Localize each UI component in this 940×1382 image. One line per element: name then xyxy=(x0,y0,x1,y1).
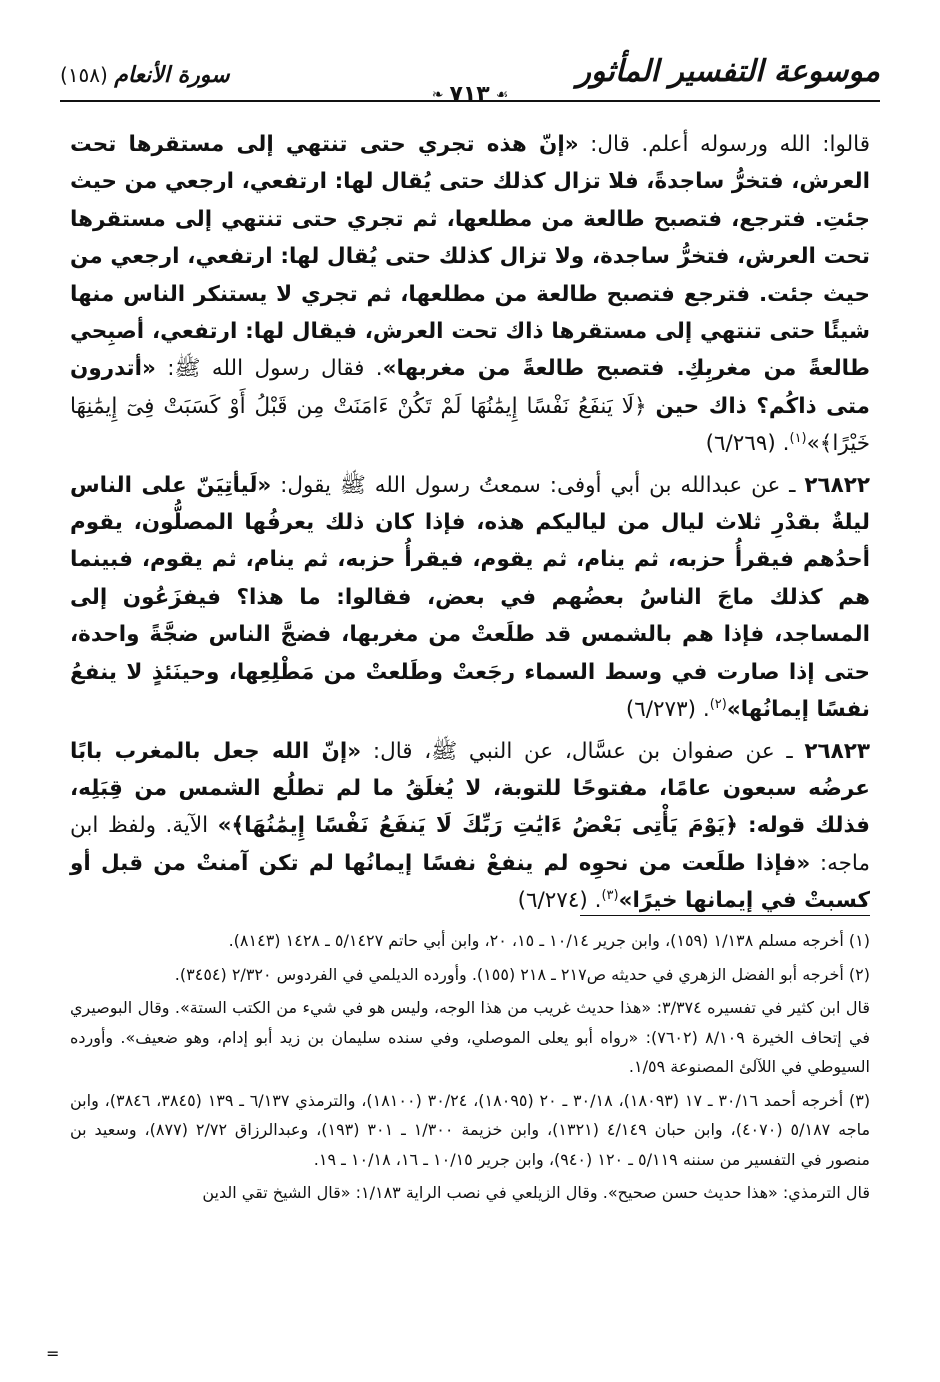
footnote-3: (٣) أخرجه أحمد ٣٠/١٦ ـ ١٧ (١٨٠٩٣)، ٣٠/١٨ ـ ٢٠ (١٨٠٩٥)، ٣٠/٢٤ (١٨١٠٠)، والترمذي ٦/١٣٧ ـ ١٣٩ (٣٨٤٥، ٣٨٤٦)، وابن ماجه ٥/١٨٧ (٤٠٧٠)، وابن حبان ٤/١٤٩ (١٣٢١)، وابن خزيمة ١/٣٠٠ ـ ٣٠١ (١٩٣)، وعبدالرزاق ٢/٧٢ (٨٧٧)، وسعيد بن منصور في التفسير من سننه ٥/١١٩ ـ ١٢٠ (٩٤٠)، وابن جرير ١٠/١٥ ـ ١٦، ١٠/١٨ ـ ١٩. xyxy=(70,1090,871,1169)
p2-reference: (٦/٢٧٣) xyxy=(625,697,697,723)
p3-quote: «إنّ الله جعل بالمغرب بابًا عرضُه سبعون عامًا، مفتوحًا للتوبة، لا يُغلَقُ ما لم تطلُع الشمس من قِبَلِه، فذلك قوله: ﴿يَوْمَ يَأْتِى بَعْضُ ءَايَٰتِ رَبِّكَ لَا يَنفَعُ نَفْسًا إِيمَٰنُهَا﴾» xyxy=(70,738,871,839)
surah-name: سورة الأنعام xyxy=(114,63,230,88)
footnote-mark-1: (١) xyxy=(789,431,807,447)
page-number-block xyxy=(400,82,540,108)
paragraph-3: ٢٦٨٢٣ ـ عن صفوان بن عسَّال، عن النبي ﷺ، قال: «إنّ الله جعل بالمغرب بابًا عرضُه سبعون عامًا، مفتوحًا للتوبة، لا يُغلَقُ ما لم تطلُع الشمس من قِبَلِه، فذلك قوله: ﴿يَوْمَ يَأْتِى بَعْضُ ءَايَٰتِ رَبِّكَ لَا يَنفَعُ نَفْسًا إِيمَٰنُهَا﴾» الآية. ولفظ ابن ماجه: «فإذا طلَعت من نحوِه لم ينفعْ نفسًا إيمانُها لم تكن آمنتْ من قبل أو كسبتْ في إيمانها خيرًا»$^{(٣)}$. (٦/٢٧٤) xyxy=(70,738,871,914)
footnotes xyxy=(70,926,870,1212)
p3-middle: الآية. ولفظ ابن ماجه: xyxy=(70,813,870,876)
footnote-mark-3: (٣) xyxy=(601,887,619,903)
footnote-mark-2: (٢) xyxy=(709,696,727,712)
book-title: موسوعة التفسير المأثور xyxy=(576,54,880,89)
p3-quote2: «فإذا طلَعت من نحوِه لم ينفعْ نفسًا إيمانُها لم تكن آمنتْ من قبل أو كسبتْ في إيمانها خيرًا» xyxy=(70,850,870,914)
header-divider xyxy=(60,100,880,102)
p1-quote2: «أتدرون متى ذاكُم؟ ذاك حين xyxy=(70,356,870,419)
continuation-mark: = xyxy=(46,1344,60,1363)
p1-reference: (٦/٢٦٩) xyxy=(705,431,776,457)
surah-verse: (١٥٨) xyxy=(60,63,108,87)
paragraph-2: ٢٦٨٢٢ ـ عن عبدالله بن أبي أوفى: سمعتُ رسول الله ﷺ يقول: «لَيأتِيَنّ على الناس ليلةٌ بقدْرِ ثلاث ليال من لياليكم هذه، فإذا كان ذلك يعرفُها المصلُّون، يقوم أحدُهم فيقرأُ حزبه، ثم ينام، ثم يقوم، فيقرأُ حزبه، ثم ينام، ثم يقوم، فبينما هم كذلك ماجَ الناسُ بعضُهم في بعض، فقالوا: ما هذا؟ فيفزَعُون إلى المساجد، فإذا هم بالشمس قد طلَعتْ من مغربها، فضجَّ الناس ضجَّةً واحدة، حتى إذا صارت في وسط السماء رجَعتْ وطَلعتْ من مَطْلِعِها، وحينَئذٍ لا ينفعُ نفسًا إيمانُها»$^{(٢)}$. (٦/٢٧٣) xyxy=(70,472,870,723)
footnote-1: (١) أخرجه مسلم ١/١٣٨ (١٥٩)، وابن جرير ١٠/١٤ ـ ١٥، ٢٠، وابن أبي حاتم ٥/١٤٢٧ ـ ١٤٢٨ (٨١٤٣). xyxy=(228,931,870,950)
hadith-number-26822: ٢٦٨٢٢ xyxy=(804,472,870,498)
p3-narrator: ـ عن صفوان بن عسَّال، عن النبي ﷺ، قال: xyxy=(361,738,805,764)
p2-quote: «لَيأتِيَنّ على الناس ليلةٌ بقدْرِ ثلاث ليال من لياليكم هذه، فإذا كان ذلك يعرفُها المصلُّون، يقوم أحدُهم فيقرأُ حزبه، ثم ينام، ثم يقوم، فيقرأُ حزبه، ثم ينام، ثم يقوم، فبينما هم كذلك ماجَ الناسُ بعضُهم في بعض، فقالوا: ما هذا؟ فيفزَعُون إلى المساجد، فإذا هم بالشمس قد طلَعتْ من مغربها، فضجَّ الناس ضجَّةً واحدة، حتى إذا صارت في وسط السماء رجَعتْ وطَلعتْ من مَطْلِعِها، وحينَئذٍ لا ينفعُ نفسًا إيمانُها» xyxy=(70,472,870,723)
p1-ayah: ﴿لَا يَنفَعُ نَفْسًا إِيمَٰنُهَا لَمْ تَكُنْ ءَامَنَتْ مِن قَبْلُ أَوْ كَسَبَتْ فِىٓ إِيمَٰنِهَا خَيْرًا﴾» xyxy=(70,393,870,457)
main-text xyxy=(70,126,870,924)
p3-reference: (٦/٢٧٤) xyxy=(517,888,588,914)
p1-middle: . فقال رسول الله ﷺ: xyxy=(155,356,383,382)
footnote-2: (٢) أخرجه أبو الفضل الزهري في حديثه ص٢١٧ ـ ٢١٨ (١٥٥). وأورده الديلمي في الفردوس ٢/٣٢٠ (٣٤٥٤). xyxy=(174,964,870,984)
paragraph-1: قالوا: الله ورسوله أعلم. قال: «إنّ هذه تجري حتى تنتهي إلى مستقرها تحت العرش، فتخرُّ ساجدةً، فلا تزال كذلك حتى يُقال لها: ارتفعي، ارجعي من حيث جئتِ. فترجع، فتصبح طالعة من مطلعها، ثم تجري حتى تنتهي إلى مستقرها تحت العرش، فتخرُّ ساجدة، ولا تزال كذلك حتى يُقال لها: ارتفعي، ارجعي من حيث جئت. فترجع فتصبح طالعة من مطلعها، ثم تجري لا يستنكر الناس منها شيئًا حتى تنتهي إلى مستقرها ذاك تحت العرش، فيقال لها: ارتفعي، أصبِحي طالعةً من مغربِكِ. فتصبح طالعةً من مغربها». فقال رسول الله ﷺ: «أتدرون متى ذاكُم؟ ذاك حين ﴿لَا يَنفَعُ نَفْسًا إِيمَٰنُهَا لَمْ تَكُنْ ءَامَنَتْ مِن قَبْلُ أَوْ كَسَبَتْ فِىٓ إِيمَٰنِهَا خَيْرًا﴾»$^{(١)}$. (٦/٢٦٩) xyxy=(70,132,870,457)
p1-quote: «إنّ هذه تجري حتى تنتهي إلى مستقرها تحت العرش، فتخرُّ ساجدةً، فلا تزال كذلك حتى يُقال لها: ارتفعي، ارجعي من حيث جئتِ. فترجع، فتصبح طالعة من مطلعها، ثم تجري حتى تنتهي إلى مستقرها تحت العرش، فتخرُّ ساجدة، ولا تزال كذلك حتى يُقال لها: ارتفعي، ارجعي من حيث جئت. فترجع فتصبح طالعة من مطلعها، ثم تجري لا يستنكر الناس منها شيئًا حتى تنتهي إلى مستقرها ذاك تحت العرش، فيقال لها: ارتفعي، أصبِحي طالعةً من مغربِكِ. فتصبح طالعةً من مغربها» xyxy=(70,132,870,382)
surah-title xyxy=(60,60,230,91)
p1-opening: قالوا: الله ورسوله أعلم. قال: xyxy=(578,132,870,157)
footnote-divider xyxy=(580,915,870,916)
p2-narrator: ـ عن عبدالله بن أبي أوفى: سمعتُ رسول الله ﷺ يقول: xyxy=(271,472,805,498)
footnote-3-comment: قال الترمذي: «هذا حديث حسن صحيح». وقال الزيلعي في نصب الراية ١/١٨٣: «قال الشيخ تقي الدين xyxy=(202,1183,870,1202)
ornament-left-icon: ❧ xyxy=(431,87,444,103)
page-number: ٧١٣ xyxy=(449,82,490,107)
footnote-2-comment: قال ابن كثير في تفسيره ٣/٣٧٤: «هذا حديث غريب من هذا الوجه، وليس هو في شيء من الكتب الستة». وقال البوصيري في إتحاف الخيرة ٨/١٠٩ (٧٦٠٢): «رواه أبو يعلى الموصلي، وفي سنده سليمان بن زيد أبو إدام، وهو ضعيف». وأورده السيوطي في اللآلئ المصنوعة ١/٥٩. xyxy=(70,998,870,1076)
page-header xyxy=(60,52,880,107)
ornament-right-icon: ☙ xyxy=(495,87,509,103)
hadith-number-26823: ٢٦٨٢٣ xyxy=(804,738,871,764)
